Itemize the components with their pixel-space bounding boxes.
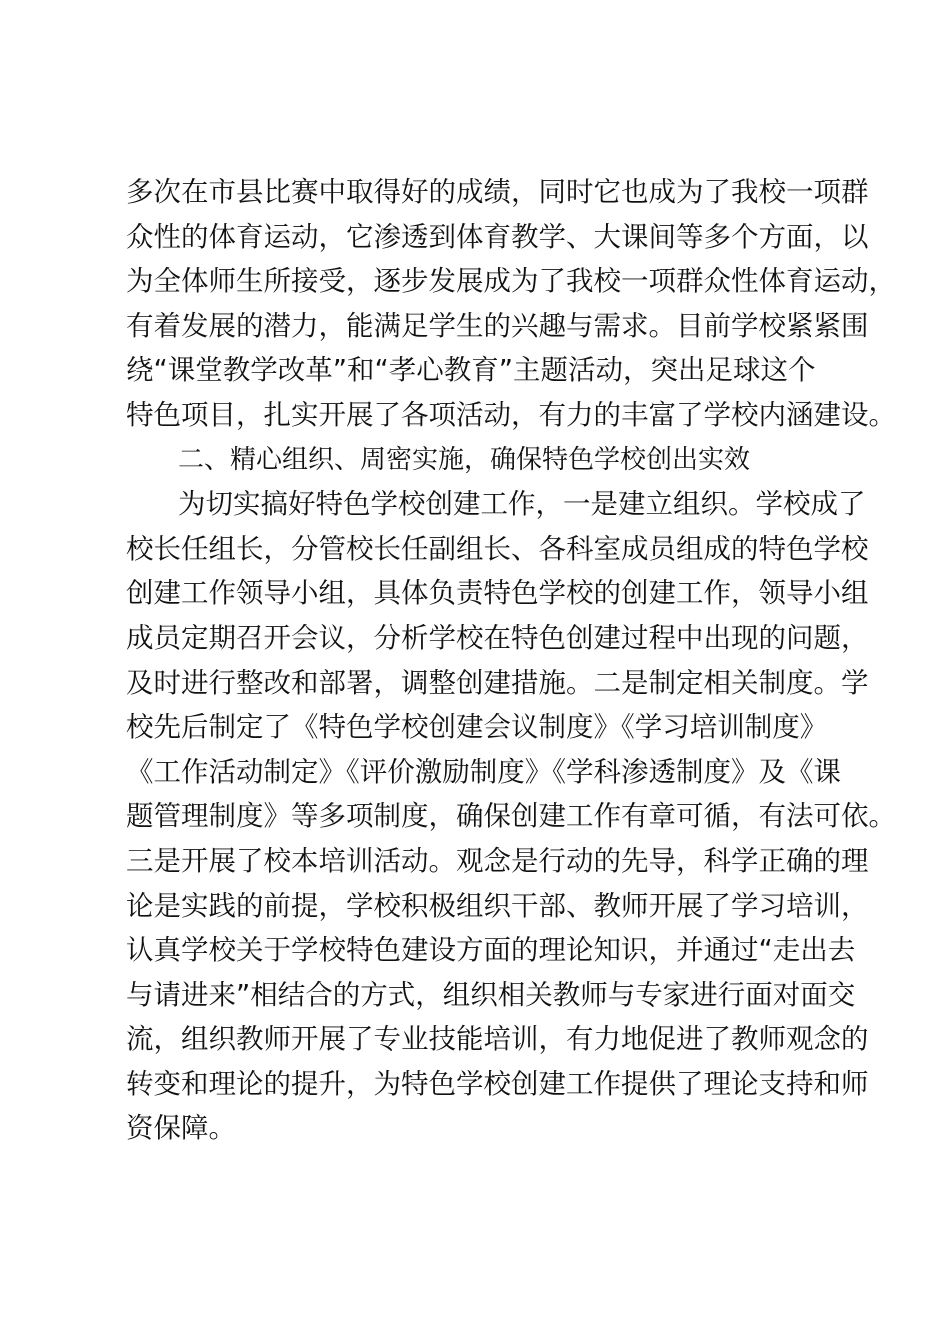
text-line: 众性的体育运动，它渗透到体育教学、大课间等多个方面，以 bbox=[126, 220, 869, 253]
text-line: 与请进来”相结合的方式，组织相关教师与专家进行面对面交 bbox=[126, 978, 856, 1011]
section-heading bbox=[126, 438, 861, 483]
paragraph-2 bbox=[126, 482, 896, 1151]
text-line: 绕“课堂教学改革”和“孝心教育”主题活动，突出足球这个 bbox=[126, 354, 816, 387]
section-heading-text: 二、精心组织、周密实施，确保特色学校创出实效 bbox=[178, 444, 751, 475]
text-line: 流，组织教师开展了专业技能培训，有力地促进了教师观念的 bbox=[126, 1023, 869, 1056]
text-line: 《工作活动制定》《评价激励制度》《学科渗透制度》及《课 bbox=[126, 755, 841, 788]
document-page bbox=[126, 170, 896, 1151]
text-line: 认真学校关于学校特色建设方面的理论知识，并通过“走出去 bbox=[126, 934, 856, 967]
text-line: 转变和理论的提升，为特色学校创建工作提供了理论支持和师 bbox=[126, 1067, 869, 1100]
text-line: 题管理制度》等多项制度，确保创建工作有章可循，有法可依。 bbox=[126, 800, 896, 833]
text-line: 为全体师生所接受，逐步发展成为了我校一项群众性体育运动， bbox=[126, 265, 896, 298]
text-line: 校长任组长，分管校长任副组长、各科室成员组成的特色学校 bbox=[126, 532, 869, 565]
text-line: 资保障。 bbox=[126, 1112, 236, 1145]
text-line: 有着发展的潜力，能满足学生的兴趣与需求。目前学校紧紧围 bbox=[126, 309, 869, 342]
text-line: 多次在市县比赛中取得好的成绩，同时它也成为了我校一项群 bbox=[126, 176, 869, 208]
text-line: 特色项目，扎实开展了各项活动，有力的丰富了学校内涵建设。 bbox=[126, 398, 896, 431]
text-line: 为切实搞好特色学校创建工作，一是建立组织。学校成了 bbox=[178, 488, 866, 521]
text-line: 及时进行整改和部署，调整创建措施。二是制定相关制度。学 bbox=[126, 666, 869, 699]
text-line: 校先后制定了《特色学校创建会议制度》《学习培训制度》 bbox=[126, 711, 828, 744]
text-line: 三是开展了校本培训活动。观念是行动的先导，科学正确的理 bbox=[126, 844, 869, 877]
text-line: 成员定期召开会议，分析学校在特色创建过程中出现的问题， bbox=[126, 621, 869, 654]
paragraph-1 bbox=[126, 170, 896, 438]
text-line: 论是实践的前提，学校积极组织干部、教师开展了学习培训， bbox=[126, 889, 869, 922]
text-line: 创建工作领导小组，具体负责特色学校的创建工作，领导小组 bbox=[126, 577, 869, 610]
